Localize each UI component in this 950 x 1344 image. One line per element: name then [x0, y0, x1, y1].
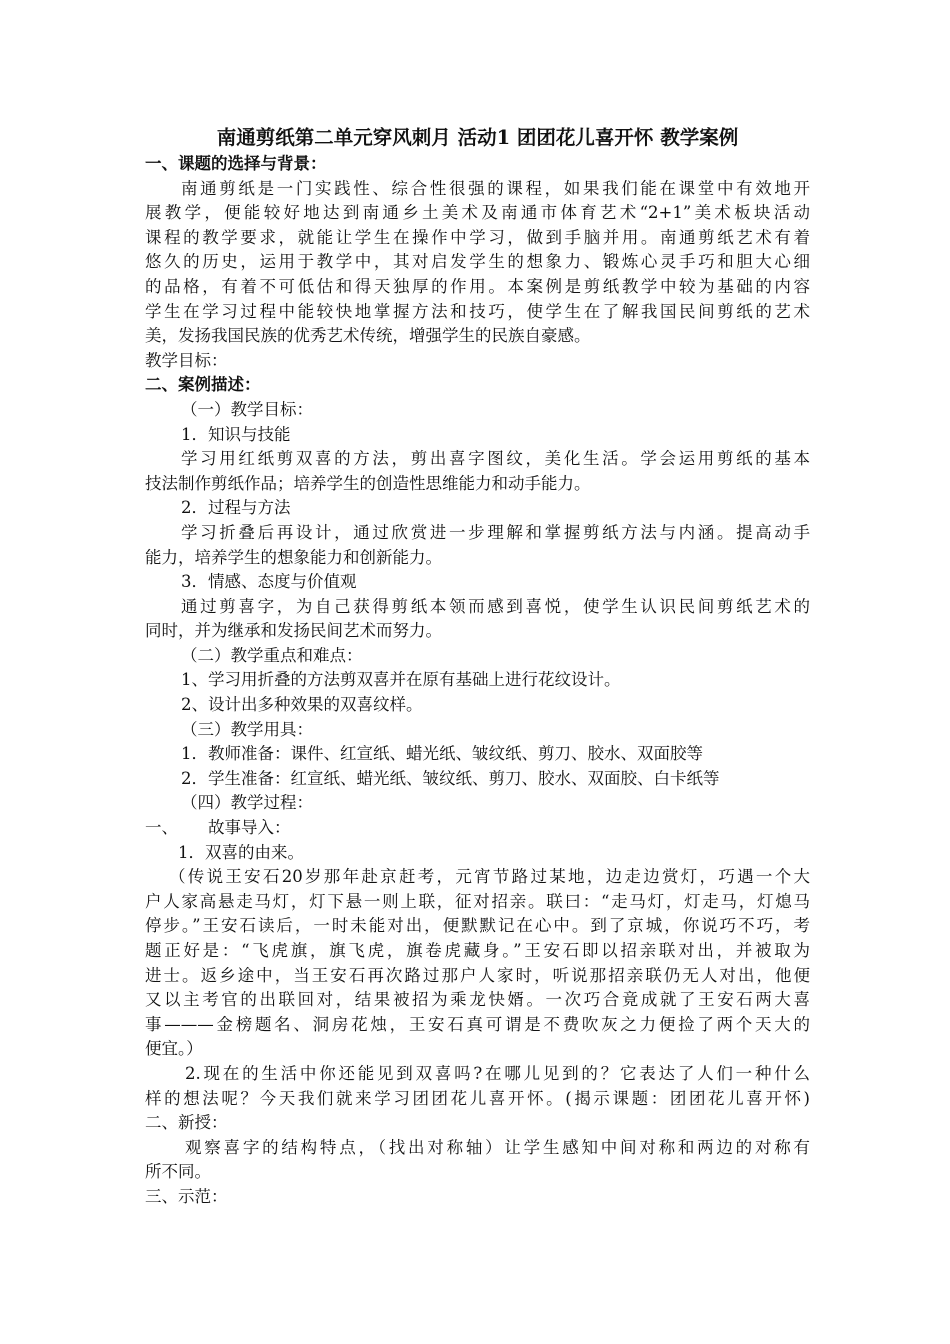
tool-line-teacher: 1．教师准备：课件、红宣纸、蜡光纸、皱纹纸、剪刀、胶水、双面胶等 — [181, 744, 703, 764]
step-heading-new: 二、新授： — [145, 1113, 228, 1133]
step-text: 故事导入： — [208, 818, 291, 838]
paragraph-line: 学习折叠后再设计，通过欣赏进一步理解和掌握剪纸方法与内涵。提高动手 — [181, 522, 810, 542]
step-heading-demo: 三、示范： — [145, 1186, 228, 1206]
subheading-key-points: （二）教学重点和难点： — [181, 645, 363, 665]
key-point-line: 1、学习用折叠的方法剪双喜并在原有基础上进行花纹设计。 — [181, 670, 621, 690]
subheading-tools: （三）教学用具： — [181, 719, 313, 739]
paragraph-line: 所不同。 — [145, 1162, 211, 1182]
paragraph-line: 题正好是：“飞虎旗，旗飞虎，旗卷虎藏身。”王安石即以招亲联对出，并被取为 — [145, 941, 810, 960]
goal-item-process: 2．过程与方法 — [181, 498, 291, 518]
paragraph-line: 又以主考官的出联回对，结果被招为乘龙快婿。一次巧合竟成就了王安石两大喜 — [145, 990, 810, 1010]
subheading-process: （四）教学过程： — [181, 793, 313, 813]
step-heading-intro — [145, 816, 810, 841]
paragraph-line: 停步。”王安石读后，一时未能对出，便默默记在心中。到了京城，你说巧不巧，考 — [145, 916, 810, 936]
goal-item-knowledge: 1．知识与技能 — [181, 424, 291, 444]
paragraph-line: 户人家高悬走马灯，灯下悬一则上联，征对招亲。联曰：“走马灯，灯走马，灯熄马 — [145, 891, 810, 911]
paragraph-line: 事———金榜题名、洞房花烛，王安石真可谓是不费吹灰之力便捡了两个天大的 — [145, 1014, 810, 1034]
paragraph-line: （传说王安石20岁那年赴京赶考，元宵节路过某地，边走边赏灯，巧遇一个大 — [169, 867, 810, 887]
paragraph-line: 美，发扬我国民族的优秀艺术传统，增强学生的民族自豪感。 — [145, 326, 591, 346]
paragraph-line: 的品格，有着不可低估和得天独厚的作用。本案例是剪纸教学中较为基础的内容 — [145, 276, 810, 296]
paragraph-line: 能力，培养学生的想象能力和创新能力。 — [145, 547, 442, 567]
paragraph-line: 观察喜字的结构特点，（找出对称轴）让学生感知中间对称和两边的对称有 — [185, 1137, 810, 1157]
step-number: 一、 — [145, 818, 178, 838]
paragraph-line: 通过剪喜字，为自己获得剪纸本领而感到喜悦，使学生认识民间剪纸艺术的 — [181, 596, 810, 616]
paragraph-line: 南通剪纸是一门实践性、综合性很强的课程，如果我们能在课堂中有效地开 — [181, 178, 810, 198]
document-body — [145, 124, 810, 1210]
paragraph-line: 展教学，便能较好地达到南通乡土美术及南通市体育艺术“2+1”美术板块活动 — [145, 203, 810, 223]
paragraph-line: 学习用红纸剪双喜的方法，剪出喜字图纹，美化生活。学会运用剪纸的基本 — [181, 449, 810, 469]
subheading-goals: （一）教学目标： — [181, 399, 313, 419]
document-title: 南通剪纸第二单元穿风刺月 活动1 团团花儿喜开怀 教学案例 — [216, 126, 739, 149]
story-title: 1．双喜的由来。 — [178, 842, 304, 862]
paragraph-line: 悠久的历史，运用于教学中，其对启发学生的想象力、锻炼心灵手巧和胆大心细 — [145, 252, 810, 272]
section-heading-background: 一、课题的选择与背景： — [145, 154, 327, 173]
section-heading-case: 二、案例描述： — [145, 375, 261, 395]
key-point-line: 2、设计出多种效果的双喜纹样。 — [181, 695, 423, 715]
paragraph-line: 课程的教学要求，就能让学生在操作中学习，做到手脑并用。南通剪纸艺术有着 — [145, 227, 810, 247]
teaching-goal-label: 教学目标： — [145, 350, 228, 370]
paragraph-line: 样的想法呢？今天我们就来学习团团花儿喜开怀。(揭示课题：团团花儿喜开怀) — [145, 1088, 810, 1108]
paragraph-line: 技法制作剪纸作品；培养学生的创造性思维能力和动手能力。 — [145, 473, 591, 493]
tool-line-student: 2．学生准备：红宣纸、蜡光纸、皱纹纸、剪刀、胶水、双面胶、白卡纸等 — [181, 768, 720, 788]
paragraph-line: 学生在学习过程中能较快地掌握方法和技巧，使学生在了解我国民间剪纸的艺术 — [145, 301, 810, 321]
paragraph-line: 2.现在的生活中你还能见到双喜吗?在哪儿见到的？它表达了人们一种什么 — [185, 1063, 810, 1083]
paragraph-line: 便宜。） — [145, 1039, 203, 1059]
paragraph-line: 进士。返乡途中，当王安石再次路过那户人家时，听说那招亲联仍无人对出，他便 — [145, 965, 810, 985]
paragraph-line: 同时，并为继承和发扬民间艺术而努力。 — [145, 621, 442, 641]
goal-item-emotion: 3．情感、态度与价值观 — [181, 572, 357, 592]
